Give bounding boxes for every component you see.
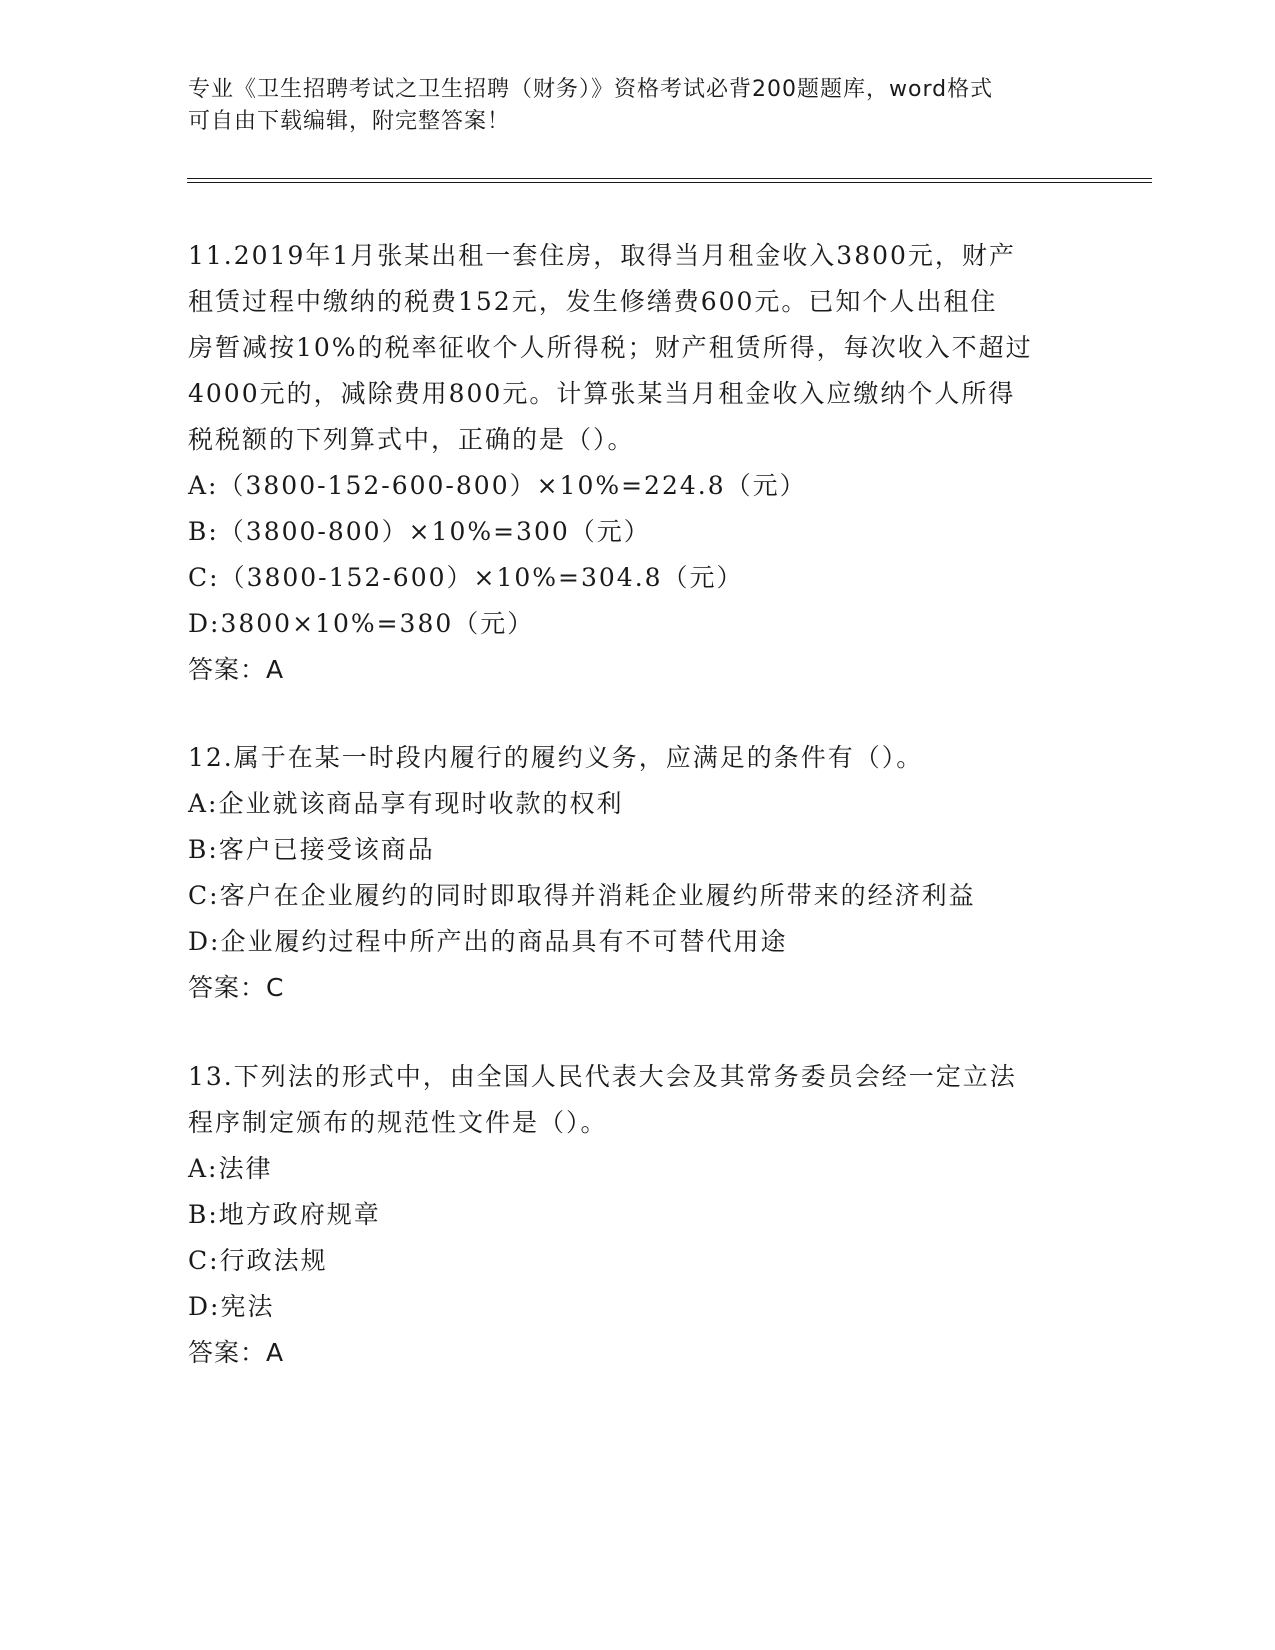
document-header xyxy=(188,74,1088,138)
option-text: （3800-152-600）×10%=304.8（元） xyxy=(219,563,744,592)
question-stem-line: 房暂减按10%的税率征收个人所得税；财产租赁所得，每次收入不超过 xyxy=(188,333,1033,362)
header-line-2: 可自由下载编辑，附完整答案！ xyxy=(188,109,511,134)
option-text: （3800-800）×10%=300（元） xyxy=(218,517,651,546)
option-text: 地方政府规章 xyxy=(218,1200,381,1229)
option-letter: D: xyxy=(188,1292,221,1321)
question-11 xyxy=(188,233,1088,693)
option-letter: A: xyxy=(188,471,219,500)
option-text: 客户已接受该商品 xyxy=(218,835,435,864)
question-stem-line: 13.下列法的形式中，由全国人民代表大会及其常务委员会经一定立法 xyxy=(188,1062,1017,1091)
option-letter: C: xyxy=(188,881,220,910)
answer-line: 答案：A xyxy=(188,655,285,684)
option-text: 行政法规 xyxy=(219,1246,328,1275)
question-stem-line: 11.2019年1月张某出租一套住房，取得当月租金收入3800元，财产 xyxy=(188,241,1016,270)
option-c xyxy=(188,873,1088,919)
option-d xyxy=(188,601,1088,647)
option-c xyxy=(188,555,1088,601)
option-letter: B: xyxy=(188,517,219,546)
question-stem-line: 税税额的下列算式中，正确的是（）。 xyxy=(188,425,635,454)
option-text: 3800×10%=380（元） xyxy=(220,609,535,638)
header-line-1: 专业《卫生招聘考试之卫生招聘（财务）》资格考试必背200题题库，word格式 xyxy=(188,77,994,102)
option-text: （3800-152-600-800）×10%=224.8（元） xyxy=(218,471,807,500)
question-12 xyxy=(188,735,1088,1011)
option-b xyxy=(188,827,1088,873)
option-text: 客户在企业履约的同时即取得并消耗企业履约所带来的经济利益 xyxy=(219,881,976,910)
option-text: 法律 xyxy=(218,1154,273,1183)
option-letter: B: xyxy=(188,835,219,864)
option-d xyxy=(188,919,1088,965)
question-stem-line: 租赁过程中缴纳的税费152元，发生修缮费600元。已知个人出租住 xyxy=(188,287,998,316)
header-divider xyxy=(187,178,1152,183)
question-stem-line: 12.属于在某一时段内履行的履约义务，应满足的条件有（）。 xyxy=(188,743,924,772)
option-text: 企业履约过程中所产出的商品具有不可替代用途 xyxy=(220,927,788,956)
option-a xyxy=(188,1146,1088,1192)
option-letter: B: xyxy=(188,1200,219,1229)
answer-line: 答案：C xyxy=(188,973,285,1002)
option-d xyxy=(188,1284,1088,1330)
option-c xyxy=(188,1238,1088,1284)
option-letter: C: xyxy=(188,1246,220,1275)
question-stem-line: 4000元的，减除费用800元。计算张某当月租金收入应缴纳个人所得 xyxy=(188,379,1016,408)
option-a xyxy=(188,781,1088,827)
option-a xyxy=(188,463,1088,509)
answer-line: 答案：A xyxy=(188,1338,285,1367)
question-stem-line: 程序制定颁布的规范性文件是（）。 xyxy=(188,1108,608,1137)
option-text: 宪法 xyxy=(220,1292,275,1321)
option-letter: D: xyxy=(188,927,221,956)
option-letter: A: xyxy=(188,789,219,818)
option-text: 企业就该商品享有现时收款的权利 xyxy=(218,789,624,818)
option-letter: D: xyxy=(188,609,221,638)
option-letter: A: xyxy=(188,1154,219,1183)
option-b xyxy=(188,1192,1088,1238)
option-letter: C: xyxy=(188,563,220,592)
question-13 xyxy=(188,1054,1088,1376)
option-b xyxy=(188,509,1088,555)
